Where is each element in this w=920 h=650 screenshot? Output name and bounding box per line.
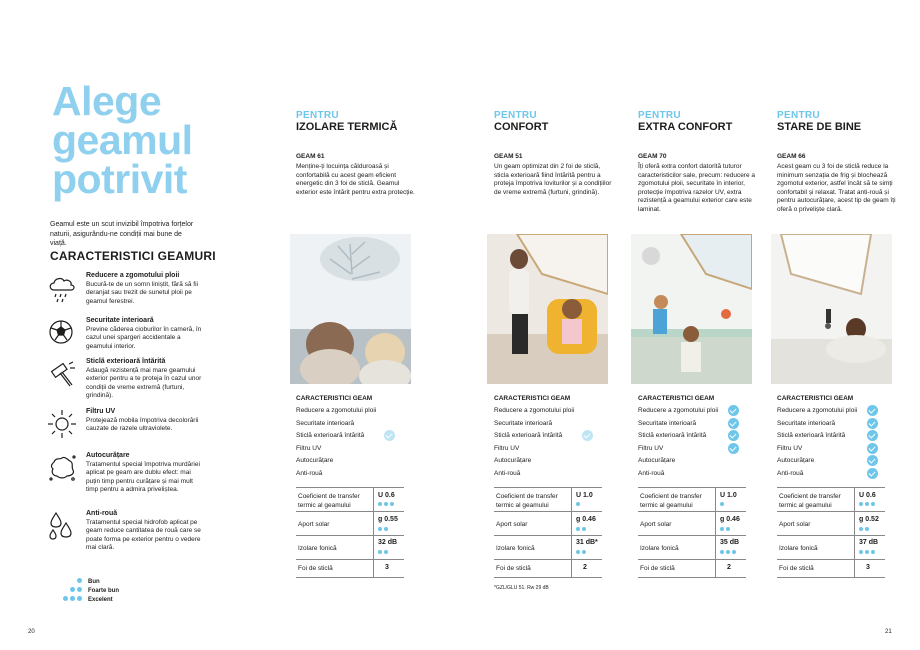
db-value: 35 dB [720,539,740,546]
characteristic-label: Autocurățare [777,457,815,464]
specs-table [777,487,885,578]
characteristic-item [296,432,406,445]
product-photo [487,234,608,384]
characteristic-label: Securitate interioară [494,419,553,427]
g-value: g 0.52 [859,516,879,523]
characteristic-item [494,445,604,458]
characteristic-label: Anti-rouă [494,469,521,477]
check-icon [582,430,593,441]
spec-row-acoustic [296,536,404,560]
characteristic-item [494,432,604,445]
glass-code: GEAM 70 [638,153,667,160]
characteristic-label: Filtru UV [494,444,520,452]
characteristic-label: Securitate interioară [777,419,836,427]
feature-rain-noise [46,272,206,312]
sheets-value: 2 [727,564,731,571]
feature-self-cleaning [46,452,206,492]
rating-dots [720,501,726,508]
sheets-value: 3 [385,564,389,571]
u-value: U 1.0 [720,492,737,499]
characteristic-item [494,407,604,420]
feature-text: Protejează mobila împotriva decolorării cauzate de razele ultraviolete. [86,417,199,433]
feature-interior-security [46,317,206,357]
product-pre: PENTRU [638,110,681,121]
rating-dots [62,596,84,604]
characteristic-item [296,457,406,470]
characteristic-label: Reducere a zgomotului ploii [777,407,858,414]
legend-label: Foarte bun [88,588,119,594]
characteristic-item [777,470,887,483]
product-title: EXTRA CONFORT [638,121,733,133]
rating-dots [720,526,732,533]
characteristic-label: Securitate interioară [296,419,355,427]
rating-dots [62,587,84,595]
characteristic-label: Sticlă exterioară întărită [494,432,563,439]
product-description: Menține-ți locuința călduroasă și confortabilă cu acest geam eficient energetic din 3 foi de sticlă. Geamul exterior este întărit pentru extra protecție. [296,163,415,196]
product-pre: PENTRU [296,110,339,121]
product-pre: PENTRU [494,110,537,121]
check-icon [867,405,878,416]
check-icon [867,418,878,429]
feature-title: Filtru UV [86,408,116,415]
product-column-header [296,110,416,196]
rating-dots [576,549,588,556]
spec-row-solar [296,512,404,536]
check-icon [728,418,739,429]
rating-dots [378,501,396,508]
characteristics-title: CARACTERISTICI GEAM [296,395,373,402]
legend-label: Excelent [88,597,113,603]
spec-row-sheets [777,560,885,578]
characteristic-label: Filtru UV [777,444,803,452]
characteristic-label: Filtru UV [638,444,664,452]
rating-dots [576,501,582,508]
legend-very-good [62,587,182,596]
spec-label: Foi de sticlă [779,565,814,572]
product-title: CONFORT [494,121,549,133]
product-description: Acest geam cu 3 foi de sticlă reduce la minimum senzația de frig și blochează zgomotul exterior, astfel încât să te simți confortabil și relaxat. Tratat anti-rouă și pentru autocurățare, acest tip de geam îți oferă o priveliște clară. [777,163,896,213]
product-photo [631,234,752,384]
check-icon [867,430,878,441]
specs-table [494,487,602,578]
page-number-right: 21 [885,629,892,635]
spec-label: Aport solar [640,521,672,528]
rating-dots [859,526,871,533]
spec-label: Izolare fonică [298,545,337,552]
characteristic-label: Sticlă exterioară întărită [296,432,365,439]
spec-label: Izolare fonică [496,545,535,552]
feature-text: Adaugă rezistență mai mare geamului exterior pentru a te proteja în cazul unor condiții de vreme extremă (furtuni, grindină). [86,367,202,399]
check-icon [867,468,878,479]
glass-code: GEAM 51 [494,153,523,160]
check-icon [867,455,878,466]
intro-text: Geamul este un scut invizibil împotriva forțelor naturii, asigurându-ne condiții mai bune de viață. [50,221,194,247]
rating-dots [859,549,877,556]
characteristic-label: Filtru UV [296,444,322,452]
characteristics-title: CARACTERISTICI GEAM [777,395,854,402]
spec-label: Coeficient de transfer termic al geamului [496,493,558,509]
sheets-value: 2 [583,564,587,571]
feature-text: Previne căderea cioburilor în cameră, în cazul unei spargeri accidentale a geamului interior. [86,326,202,350]
water-drops-icon [46,510,78,542]
product-title: STARE DE BINE [777,121,862,133]
dirt-splash-icon [46,452,78,484]
characteristics-list [494,395,604,482]
characteristics-title: CARACTERISTICI GEAM [638,395,715,402]
characteristics-list [296,395,406,482]
characteristic-label: Anti-rouă [296,469,323,477]
section-title: CARACTERISTICI GEAMURI [50,249,216,263]
page-number-left: 20 [28,629,35,635]
characteristic-label: Autocurățare [638,457,676,464]
glass-code: GEAM 61 [296,153,325,160]
spec-label: Aport solar [298,521,330,528]
u-value: U 1.0 [576,492,593,499]
spec-row-acoustic [638,536,746,560]
legend-good [62,578,182,587]
spec-label: Izolare fonică [779,545,818,552]
sheets-value: 3 [866,564,870,571]
spec-row-transfer [494,488,602,512]
characteristic-item [296,470,406,483]
spec-row-sheets [494,560,602,578]
spec-label: Aport solar [496,521,528,528]
rating-dots [576,526,588,533]
characteristic-item [296,445,406,458]
characteristic-label: Reducere a zgomotului ploii [296,407,377,414]
characteristics-list [638,395,748,482]
spec-row-transfer [777,488,885,512]
footnote: *GZL/GLU 51. Rw 29 dB [494,585,549,591]
characteristic-item [494,470,604,483]
characteristic-label: Autocurățare [494,457,532,464]
feature-uv-filter [46,408,206,448]
feature-title: Anti-rouă [86,510,118,517]
check-icon [728,430,739,441]
product-column-header [777,110,897,213]
spec-row-acoustic [494,536,602,560]
spec-label: Coeficient de transfer termic al geamului [779,493,841,509]
feature-title: Reducere a zgomotului ploii [86,272,180,279]
feature-text: Tratamentul special împotriva murdăriei aplicat pe geam are dublu efect: mai puțin timp pentru curățare și mai mult timp pentru a admira priveliștea. [86,461,200,493]
football-icon [46,317,78,349]
hammer-icon [46,358,78,390]
characteristic-item [296,407,406,420]
spec-label: Foi de sticlă [640,565,675,572]
feature-title: Securitate interioară [86,317,154,324]
product-column-header [638,110,758,213]
check-icon [728,405,739,416]
db-value: 37 dB [859,539,879,546]
characteristic-label: Anti-rouă [638,469,665,477]
product-description: Îți oferă extra confort datorită tuturor caracteristicilor sale, precum: reducere a zgomotului ploii, securitate în interior, protecție împotriva razelor UV, extra rezistență a geamului exterior care este laminat. [638,163,756,213]
spec-row-acoustic [777,536,885,560]
product-title: IZOLARE TERMICĂ [296,121,398,133]
characteristic-label: Sticlă exterioară întărită [777,432,846,439]
product-photo [290,234,411,384]
db-value: 32 dB [378,539,398,546]
product-column-header [494,110,614,196]
spec-row-solar [638,512,746,536]
u-value: U 0.6 [859,492,876,499]
check-icon [867,443,878,454]
characteristic-label: Anti-rouă [777,469,804,477]
characteristics-title: CARACTERISTICI GEAM [494,395,571,402]
specs-table [638,487,746,578]
spec-label: Coeficient de transfer termic al geamului [640,493,702,509]
characteristic-label: Reducere a zgomotului ploii [494,407,575,414]
characteristic-label: Autocurățare [296,457,334,464]
rating-dots [62,578,84,586]
specs-table [296,487,404,578]
spec-label: Coeficient de transfer termic al geamului [298,493,360,509]
feature-text: Bucură-te de un somn liniștit, fără să fii deranjat sau trezit de sunetul ploii pe geamul ferestrei. [86,281,198,305]
glass-code: GEAM 66 [777,153,806,160]
feature-title: Sticlă exterioară întărită [86,358,166,365]
legend-label: Bun [88,579,100,585]
rating-dots [378,526,390,533]
spec-label: Aport solar [779,521,811,528]
characteristic-label: Sticlă exterioară întărită [638,432,707,439]
characteristic-item [638,445,748,458]
spec-row-solar [777,512,885,536]
product-photo [771,234,892,384]
feature-title: Autocurățare [86,452,130,459]
spec-label: Izolare fonică [640,545,679,552]
spec-row-solar [494,512,602,536]
u-value: U 0.6 [378,492,395,499]
product-pre: PENTRU [777,110,820,121]
g-value: g 0.46 [576,516,596,523]
characteristics-list [777,395,887,482]
characteristic-item [638,470,748,483]
rating-dots [720,549,738,556]
feature-anti-dew [46,510,206,550]
characteristic-label: Reducere a zgomotului ploii [638,407,719,414]
spec-row-transfer [296,488,404,512]
characteristic-label: Securitate interioară [638,419,697,427]
rain-cloud-icon [46,272,78,304]
db-value: 31 dB* [576,539,598,546]
g-value: g 0.46 [720,516,740,523]
spec-label: Foi de sticlă [496,565,531,572]
rating-dots [859,501,877,508]
characteristic-item [638,457,748,470]
check-icon [384,430,395,441]
spec-row-sheets [638,560,746,578]
rating-dots [378,549,390,556]
spec-row-transfer [638,488,746,512]
spec-label: Foi de sticlă [298,565,333,572]
page-heading: Alege geamul potrivit [52,78,193,202]
feature-hardened-glass [46,358,206,398]
legend-excellent [62,596,182,605]
sun-icon [46,408,78,440]
product-description: Un geam optimizat din 2 foi de sticlă, sticla exterioară fiind întărită pentru a proteja împotriva loviturilor și a condițiilor de vreme extremă (furtuni, grindină). [494,163,612,196]
g-value: g 0.55 [378,516,398,523]
check-icon [728,443,739,454]
characteristic-item [494,457,604,470]
spec-row-sheets [296,560,404,578]
feature-text: Tratamentul special hidrofob aplicat pe geam reduce cantitatea de rouă care se poate forma pe exterior pentru o vedere mai clară. [86,519,201,551]
